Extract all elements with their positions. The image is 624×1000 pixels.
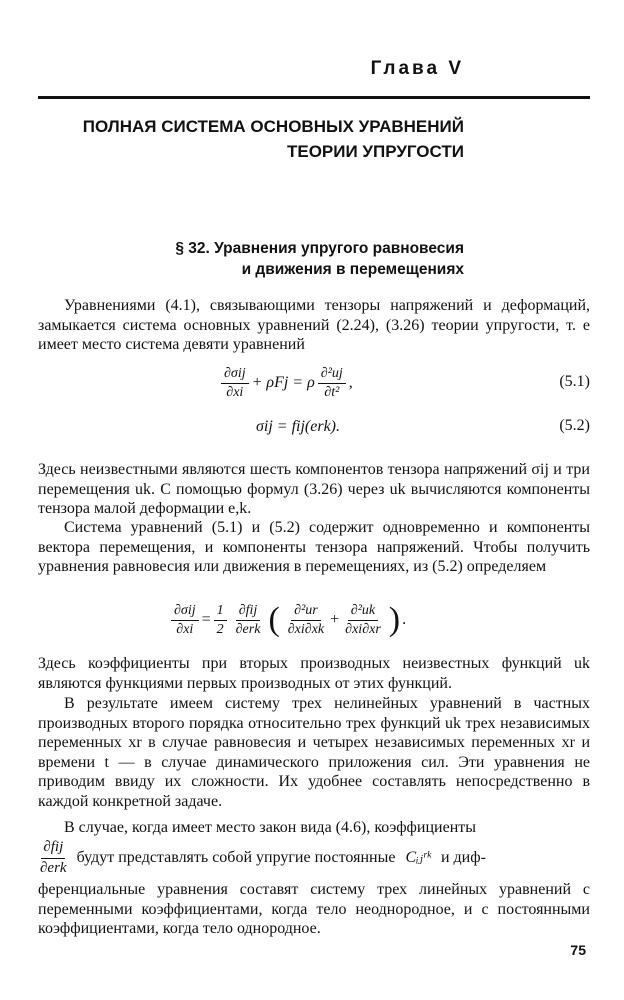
chapter-title-line1: ПОЛНАЯ СИСТЕМА ОСНОВНЫХ УРАВНЕНИЙ (82, 117, 464, 136)
section-heading-line2: и движения в перемещениях (241, 261, 464, 278)
paragraph-6-rest: ференциальные уравнения составят систему трех линейных уравнений с переменными коэффициентами, когда тело неоднородное, и с постоянными коэффициентами, когда тело однородное. (38, 881, 590, 937)
eq3-open-paren: ( (268, 601, 280, 638)
elastic-constant: Cᵢⱼʳᵏ (405, 849, 431, 867)
eq1-middle: + ρFj = ρ (251, 374, 315, 391)
section-heading (84, 238, 464, 280)
section-heading-line1: § 32. Уравнения упругого равновесия (175, 240, 464, 257)
paragraph-6-mid-text: будут представлять собой упругие постоянные (76, 849, 396, 867)
equation-5-2 (38, 404, 590, 450)
paragraph-5: В результате имеем систему трех нелинейных уравнений в частных производных второго порядка относительно трех функций uk трех независимых переменных xr в случае равновесия и четырех независимых переменных xr и времени t — в случае динамического приложения сил. Эти уравнения не приводим ввиду их сложности. Их удобнее составлять непосредственно в каждой конкретной задаче. (38, 695, 590, 810)
eq1-tail: , (348, 374, 353, 391)
eq3-term2: $\frac{\text{∂²uk}}{\partial xi\partial xr}$ (345, 602, 381, 637)
paragraph-6-mid (38, 838, 590, 878)
eq2-text: σij = fij(erk). (256, 418, 340, 435)
page-number: 75 (570, 942, 586, 958)
eq3-term1: $\frac{\text{∂²ur}}{\partial xi\partial xk}$ (287, 602, 325, 637)
header-rule (38, 96, 590, 99)
eq3-equals: = (201, 611, 211, 628)
eq2-number: (5.2) (559, 417, 590, 434)
paragraph-6-line1: В случае, когда имеет место закон вида (4.6), коэффициенты (64, 819, 476, 836)
eq3-half: $\frac{1}{2}$ (214, 603, 227, 638)
paragraph-2: Здесь неизвестными являются шесть компонентов тензора напряжений σij и три перемещения uk. С помощью формул (3.26) через uk вычисляются компоненты тензора малой деформации e,k. (38, 461, 590, 517)
paragraph-1: Уравнениями (4.1), связывающими тензоры напряжений и деформаций, замыкается система основных уравнений (2.24), (3.26) теории упругости, т. е имеет место система девяти уравнений (38, 297, 590, 353)
eq1-lhs-fraction: $\frac{\text{∂σij}}{\partial xi}$ (221, 366, 249, 401)
paragraph-3: Система уравнений (5.1) и (5.2) содержит одновременно и компоненты вектора перемещения, и компоненты тензора напряжений. Чтобы получить уравнения равновесия или движения в перемещениях, из (5.2) определяем (38, 519, 590, 575)
chapter-title (44, 114, 464, 164)
eq3-close-paren: ) (388, 601, 401, 638)
equation-5-1 (38, 360, 590, 406)
paragraph-6-mid-tail: и диф- (440, 849, 486, 867)
eq3-lhs-fraction: $\frac{\text{∂σij}}{\partial xi}$ (171, 603, 199, 638)
eq3-df-fraction: $\frac{\text{∂fij}}{\text{∂erk}}$ (235, 602, 261, 637)
equation-derivative (38, 594, 590, 646)
paragraph-4: Здесь коэффициенты при вторых производных неизвестных функций uk являются функциями первых производных от этих функций. (38, 655, 590, 692)
chapter-label: Глава V (370, 58, 464, 79)
eq3-tail: . (402, 611, 407, 628)
eq1-number: (5.1) (559, 373, 590, 390)
chapter-title-line2: ТЕОРИИ УПРУГОСТИ (286, 142, 464, 161)
inline-df-fraction: $\frac{\text{∂fij}}{\text{∂erk}}$ (40, 839, 67, 876)
eq1-rhs-fraction: $\frac{\text{∂²uj}}{\text{∂t²}}$ (318, 366, 346, 401)
eq3-plus: + (330, 611, 340, 628)
